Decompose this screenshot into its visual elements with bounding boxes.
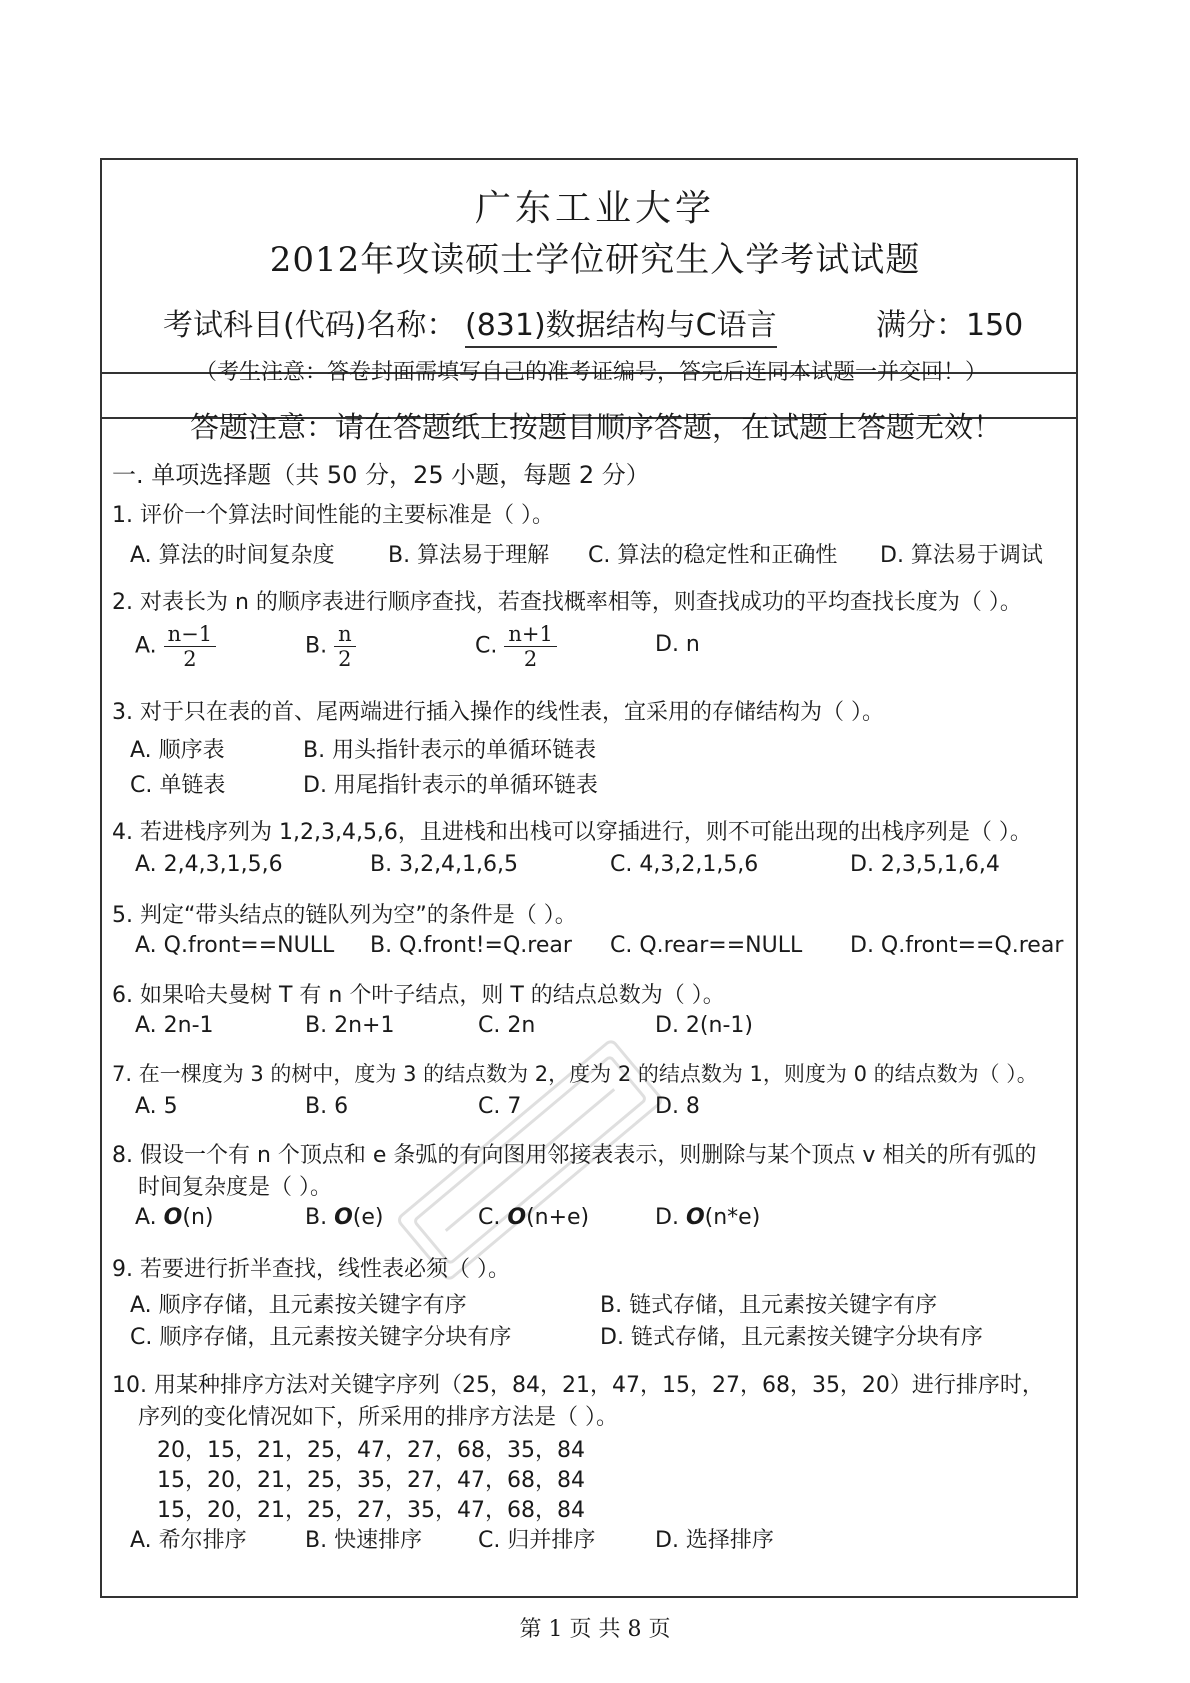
big-o-symbol: O xyxy=(163,1205,183,1230)
q1-stem: 1. 评价一个算法时间性能的主要标准是（ ）。 xyxy=(112,503,554,528)
q2-option-a-label: A. xyxy=(135,633,157,659)
candidate-notice: （考生注意：答卷封面需填写自己的准考证编号，答完后连同本试题一并交回！） xyxy=(195,360,988,385)
q3-option-a: A. 顺序表 xyxy=(130,738,225,763)
q2-option-b-fraction xyxy=(334,622,356,671)
full-score: 满分：150 xyxy=(876,308,1024,343)
q8-option-a-label: A. xyxy=(135,1205,157,1230)
q8-option-b-label: B. xyxy=(305,1205,328,1230)
q5-option-d: D. Q.front==Q.rear xyxy=(850,933,1064,958)
q6-stem: 6. 如果哈夫曼树 T 有 n 个叶子结点，则 T 的结点总数为（ ）。 xyxy=(112,983,725,1008)
q10-option-b: B. 快速排序 xyxy=(305,1528,423,1553)
q2-option-b xyxy=(305,622,356,671)
q1-option-b: B. 算法易于理解 xyxy=(388,543,550,568)
subject-value: (831)数据结构与C语言 xyxy=(465,300,777,348)
q9-option-d: D. 链式存储，且元素按关键字分块有序 xyxy=(600,1325,983,1350)
q10-stem-line2: 序列的变化情况如下，所采用的排序方法是（ ）。 xyxy=(138,1405,618,1430)
q5-stem: 5. 判定“带头结点的链队列为空”的条件是（ ）。 xyxy=(112,903,577,928)
q10-sequence-1: 20，15，21，25，47，27，68，35，84 xyxy=(157,1438,585,1463)
q1-option-c: C. 算法的稳定性和正确性 xyxy=(588,543,838,568)
q4-option-a: A. 2,4,3,1,5,6 xyxy=(135,852,283,877)
q8-option-c xyxy=(478,1205,589,1230)
fraction-denominator: 2 xyxy=(523,647,538,671)
fraction-numerator: n+1 xyxy=(504,622,556,647)
q4-option-c: C. 4,3,2,1,5,6 xyxy=(610,852,759,877)
q8-stem-line1: 8. 假设一个有 n 个顶点和 e 条弧的有向图用邻接表表示，则删除与某个顶点 v 相关的所有弧的 xyxy=(112,1143,1037,1168)
fraction-numerator: n−1 xyxy=(164,622,216,647)
q2-option-c-fraction xyxy=(504,622,556,671)
q1-option-d: D. 算法易于调试 xyxy=(880,543,1043,568)
q9-stem: 9. 若要进行折半查找，线性表必须（ ）。 xyxy=(112,1257,510,1282)
q6-option-d: D. 2(n-1) xyxy=(655,1013,753,1038)
q6-option-c: C. 2n xyxy=(478,1013,536,1038)
big-o-argument: (n*e) xyxy=(704,1205,761,1230)
subject-label: 考试科目(代码)名称： xyxy=(163,308,457,343)
q3-option-d: D. 用尾指针表示的单循环链表 xyxy=(303,773,598,798)
q7-option-c: C. 7 xyxy=(478,1094,522,1119)
fraction-denominator: 2 xyxy=(338,647,352,671)
q9-option-a: A. 顺序存储，且元素按关键字有序 xyxy=(130,1293,467,1318)
big-o-argument: (e) xyxy=(352,1205,384,1230)
q2-option-a xyxy=(135,622,216,671)
university-name: 广东工业大学 xyxy=(474,188,715,229)
q3-stem: 3. 对于只在表的首、尾两端进行插入操作的线性表，宜采用的存储结构为（ ）。 xyxy=(112,700,884,725)
fraction-denominator: 2 xyxy=(183,647,197,671)
fraction-numerator: n xyxy=(334,622,356,647)
q10-option-a: A. 希尔排序 xyxy=(130,1528,247,1553)
q10-option-c: C. 归并排序 xyxy=(478,1528,596,1553)
q6-option-a: A. 2n-1 xyxy=(135,1013,214,1038)
exam-title: 2012年攻读硕士学位研究生入学考试试题 xyxy=(269,240,921,280)
big-o-argument: (n+e) xyxy=(526,1205,590,1230)
q2-option-c-label: C. xyxy=(475,633,498,659)
answer-notice: 答题注意：请在答题纸上按题目顺序答题，在试题上答题无效！ xyxy=(190,410,1003,444)
big-o-argument: (n) xyxy=(182,1205,214,1230)
q9-option-c: C. 顺序存储，且元素按关键字分块有序 xyxy=(130,1325,512,1350)
page-footer: 第 1 页 共 8 页 xyxy=(519,1617,671,1642)
q10-sequence-3: 15，20，21，25，27，35，47，68，84 xyxy=(157,1498,585,1523)
q2-stem: 2. 对表长为 n 的顺序表进行顺序查找，若查找概率相等，则查找成功的平均查找长度为（ ）。 xyxy=(112,590,1022,615)
q3-option-b: B. 用头指针表示的单循环链表 xyxy=(303,738,597,763)
q2-option-b-label: B. xyxy=(305,633,328,659)
q1-option-a: A. 算法的时间复杂度 xyxy=(130,543,335,568)
q8-stem-line2: 时间复杂度是（ ）。 xyxy=(138,1175,332,1200)
q5-option-a: A. Q.front==NULL xyxy=(135,933,335,958)
q8-option-d-label: D. xyxy=(655,1205,679,1230)
q8-option-c-label: C. xyxy=(478,1205,501,1230)
q2-option-c xyxy=(475,622,557,671)
q3-option-c: C. 单链表 xyxy=(130,773,226,798)
q4-stem: 4. 若进栈序列为 1,2,3,4,5,6，且进栈和出栈可以穿插进行，则不可能出现的出栈序列是（ ）。 xyxy=(112,820,1032,845)
q10-sequence-2: 15，20，21，25，35，27，47，68，84 xyxy=(157,1468,585,1493)
q8-option-d xyxy=(655,1205,760,1230)
q6-option-b: B. 2n+1 xyxy=(305,1013,395,1038)
big-o-symbol: O xyxy=(334,1205,353,1230)
q7-option-a: A. 5 xyxy=(135,1094,178,1119)
section-title: 一. 单项选择题（共 50 分，25 小题，每题 2 分） xyxy=(112,461,650,489)
q8-option-b xyxy=(305,1205,384,1230)
q5-option-b: B. Q.front!=Q.rear xyxy=(370,933,572,958)
big-o-symbol: O xyxy=(507,1205,527,1230)
q4-option-b: B. 3,2,4,1,6,5 xyxy=(370,852,519,877)
q7-option-b: B. 6 xyxy=(305,1094,349,1119)
big-o-symbol: O xyxy=(685,1205,705,1230)
q7-option-d: D. 8 xyxy=(655,1094,700,1119)
q2-option-a-fraction xyxy=(164,622,216,671)
q5-option-c: C. Q.rear==NULL xyxy=(610,933,803,958)
q9-option-b: B. 链式存储，且元素按关键字有序 xyxy=(600,1293,938,1318)
q10-stem-line1: 10. 用某种排序方法对关键字序列（25，84，21，47，15，27，68，35，20）进行排序时， xyxy=(112,1373,1044,1398)
q2-option-d: D. n xyxy=(655,632,700,657)
q10-option-d: D. 选择排序 xyxy=(655,1528,774,1553)
q4-option-d: D. 2,3,5,1,6,4 xyxy=(850,852,1000,877)
q8-option-a xyxy=(135,1205,213,1230)
q7-stem: 7. 在一棵度为 3 的树中，度为 3 的结点数为 2，度为 2 的结点数为 1，则度为 0 的结点数为（ ）。 xyxy=(112,1062,1038,1086)
